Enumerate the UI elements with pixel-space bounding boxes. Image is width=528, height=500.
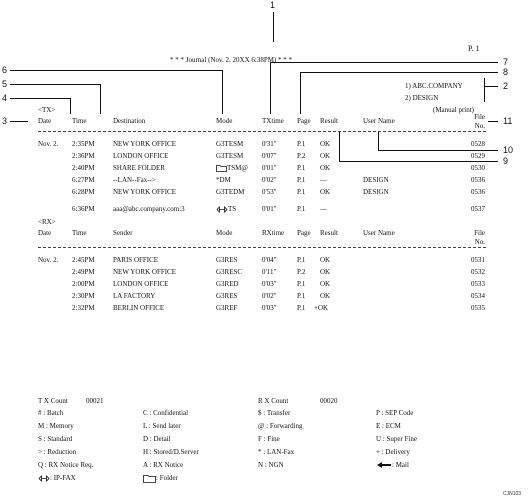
tx-row-time: 2:36PM [72, 152, 95, 160]
tx-row-time: 6:27PM [72, 176, 95, 184]
rx-row-page: P.1 [297, 304, 306, 312]
rx-row-file: 0534 [471, 292, 485, 300]
tx-header-mode: Mode [216, 117, 233, 125]
rx-row-rxtime: 0'11" [262, 268, 277, 276]
callout-10: 10 [503, 145, 514, 155]
ip-fax-icon [38, 475, 50, 482]
rx-row-rxtime: 0'04" [262, 256, 277, 264]
tx-row-file: 0530 [471, 164, 485, 172]
rx-row-time: 2:45PM [72, 256, 95, 264]
rx-row-page: P.1 [297, 256, 306, 264]
callout-3: 3 [2, 116, 8, 126]
callout-11-line [488, 121, 498, 122]
ip-fax-icon [216, 206, 228, 213]
rx-row-page: P.1 [297, 292, 306, 300]
callout-4-drop [70, 98, 71, 114]
rx-row-result: OK [320, 292, 331, 300]
tx-row-user: DESIGN [363, 176, 389, 184]
callout-2: 2 [503, 81, 509, 91]
rx-header-rxtime: RXtime [262, 229, 285, 237]
tx-row-page: P.1 [297, 164, 306, 172]
callout-10-drop [378, 131, 379, 150]
rx-row-file: 0535 [471, 304, 485, 312]
rx-header-mode: Mode [216, 229, 233, 237]
tx-row-mode-text: TS [228, 205, 237, 213]
tx-header-divider [38, 131, 486, 132]
rx-header-page: Page [297, 229, 311, 237]
callout-4: 4 [2, 93, 8, 103]
callout-5-line [10, 84, 100, 85]
rx-row-page: P.1 [297, 280, 306, 288]
legend-item: $ : Transfer [258, 409, 291, 417]
legend-item: F : Fine [258, 435, 280, 443]
rx-header-file: File [474, 229, 485, 237]
tx-row-time: 2:35PM [72, 140, 95, 148]
tx-header-destination: Destination [113, 117, 146, 125]
tx-row-destination: LONDON OFFICE [113, 152, 169, 160]
rx-row-result: OK [320, 280, 331, 288]
rx-row-sender: LONDON OFFICE [113, 280, 169, 288]
tx-row-txtime: 0'07" [262, 152, 277, 160]
rx-row-page: P.2 [297, 268, 306, 276]
tx-header-date: Date [38, 117, 52, 125]
tx-section-label: <TX> [38, 106, 56, 114]
tx-row-result: — [320, 205, 327, 213]
tx-row-destination: --LAN--Fax--> [113, 176, 156, 184]
tx-row-destination: SHARE FOLDER [113, 164, 165, 172]
rx-row-time: 2:49PM [72, 268, 95, 276]
legend-item: * : LAN-Fax [258, 448, 295, 456]
tx-row-result: OK [320, 164, 331, 172]
callout-8-line [300, 72, 498, 73]
legend-item: S : Standard [38, 435, 73, 443]
callout-7-drop [270, 62, 271, 114]
tx-row-mode: *DM [216, 176, 231, 184]
rx-row-time: 2:32PM [72, 304, 95, 312]
callout-6-drop [222, 70, 223, 114]
tx-row-txtime: 0'53" [262, 188, 277, 196]
tx-row-mode [216, 205, 236, 213]
tx-row-result: OK [320, 188, 331, 196]
rx-row-file: 0531 [471, 256, 485, 264]
tx-header-file-no: No. [474, 122, 485, 130]
callout-8-drop [300, 72, 301, 114]
rx-row-rxtime: 0'03" [262, 280, 277, 288]
callout-4-line [10, 98, 70, 99]
tx-row-time: 2:40PM [72, 164, 95, 172]
callout-1: 1 [270, 0, 276, 10]
rx-row-rxtime: 0'02" [262, 292, 277, 300]
callout-7: 7 [503, 57, 509, 67]
legend-item: @ : Forwarding [258, 422, 303, 430]
legend-item: L : Send later [143, 422, 181, 430]
rx-row-rxtime: 0'03" [262, 304, 277, 312]
legend-item: A : RX Notice [143, 461, 184, 469]
legend-item-ipfax [38, 474, 76, 482]
rx-row-result: OK [320, 268, 331, 276]
tx-row-result: OK [320, 152, 331, 160]
tx-row-page: P.1 [297, 140, 306, 148]
tx-count-label: T X Count [38, 397, 68, 405]
tx-header-user: User Name [363, 117, 395, 125]
legend-item: C : Confidential [143, 409, 189, 417]
tx-row-file: 0528 [471, 140, 485, 148]
rx-row-mode: G3REF [216, 304, 238, 312]
tx-row-txtime: 0'02" [262, 176, 277, 184]
rx-header-date: Date [38, 229, 52, 237]
callout-2-line [484, 86, 498, 87]
tx-count-value: 00021 [86, 397, 104, 405]
rx-count-label: R X Count [258, 397, 289, 405]
tx-row-page: P.2 [297, 152, 306, 160]
legend-item: U : Super Fine [376, 435, 418, 443]
tx-row-mode-text: TSM@ [227, 164, 248, 172]
callout-8: 8 [503, 67, 509, 77]
company-line-1: 1) ABC.COMPANY [405, 82, 463, 90]
callout-3-line [10, 121, 28, 122]
tx-row-mode: G3TEDM [216, 188, 245, 196]
callout-7-line [270, 62, 498, 63]
legend-item: E : ECM [376, 422, 401, 430]
page-number: P. 1 [468, 44, 480, 53]
tx-row-time: 6:36PM [72, 205, 95, 213]
callout-11: 11 [503, 116, 513, 126]
rx-row-file: 0533 [471, 280, 485, 288]
tx-row-result: — [320, 176, 327, 184]
tx-row-file: 0536 [471, 176, 485, 184]
tx-row-txtime: 0'31" [262, 140, 277, 148]
legend-item: M : Memory [38, 422, 74, 430]
tx-row-txtime: 0'01" [262, 164, 277, 172]
legend-item-folder [143, 474, 178, 483]
rx-row-mode: G3RES [216, 292, 238, 300]
tx-row-destination: NEW YORK OFFICE [113, 188, 177, 196]
tx-row-page: P.1 [297, 176, 306, 184]
tx-row-time: 6:28PM [72, 188, 95, 196]
legend-ipfax-text: : IP-FAX [50, 474, 76, 482]
rx-row-file: 0532 [471, 268, 485, 276]
legend-item: H : Stored/D.Server [143, 448, 199, 456]
callout-9-drop [339, 131, 340, 161]
rx-header-time: Time [72, 229, 87, 237]
rx-header-sender: Sender [113, 229, 133, 237]
rx-row-mode: G3RED [216, 280, 239, 288]
rx-header-result: Result [320, 229, 338, 237]
tx-row-mode: G3TESM [216, 140, 244, 148]
callout-6-line [10, 70, 222, 71]
tx-header-page: Page [297, 117, 311, 125]
legend-mail-text: : Mail [392, 461, 409, 469]
tx-row-date: Nov. 2. [38, 140, 59, 148]
rx-count-value: 00020 [320, 397, 338, 405]
legend-folder-text: : Folder [156, 474, 178, 483]
tx-header-file: File [474, 113, 485, 121]
rx-row-mode: G3RES [216, 256, 238, 264]
tx-row-mode: G3TESM [216, 152, 244, 160]
legend-item: # : Batch [38, 409, 64, 417]
rx-row-sender: LA FACTORY [113, 292, 156, 300]
folder-icon [216, 164, 227, 172]
callout-10-line [378, 150, 498, 151]
legend-item: N : NGN [258, 461, 284, 469]
rx-row-time: 2:30PM [72, 292, 95, 300]
legend-item: P : SEP Code [376, 409, 414, 417]
journal-title: * * * Journal (Nov. 2. 20XX 6:38PM) * * * [170, 56, 293, 64]
tx-row-destination: aaa@abc.company.com:3 [113, 205, 185, 213]
callout-5-drop [100, 84, 101, 114]
rx-row-date: Nov. 2. [38, 256, 59, 264]
legend-item: Q : RX Notice Req. [38, 461, 94, 469]
rx-row-sender: PARIS OFFICE [113, 256, 159, 264]
callout-2-bracket [484, 78, 485, 102]
rx-header-divider [38, 247, 486, 248]
legend-item: + : Delivery [376, 448, 410, 456]
legend-item: > : Reduction [38, 448, 77, 456]
rx-row-mode: G3RESC [216, 268, 243, 276]
figure-code: CJN103 [503, 491, 522, 497]
rx-header-user: User Name [363, 229, 395, 237]
tx-row-page: P.1 [297, 205, 306, 213]
mail-icon [376, 461, 392, 469]
tx-row-mode [216, 164, 248, 172]
tx-header-txtime: TXtime [262, 117, 284, 125]
company-line-2: 2) DESIGN [405, 94, 439, 102]
callout-1-line [273, 12, 274, 42]
rx-header-file-no: No. [474, 238, 485, 246]
callout-9: 9 [503, 156, 509, 166]
legend-item-mail [376, 461, 409, 469]
tx-header-time: Time [72, 117, 87, 125]
tx-row-txtime: 0'01" [262, 205, 277, 213]
rx-row-sender: NEW YORK OFFICE [113, 268, 177, 276]
tx-row-result: OK [320, 140, 331, 148]
callout-9-line [339, 161, 498, 162]
legend-item: D : Detail [143, 435, 171, 443]
folder-icon [143, 474, 156, 483]
tx-row-file: 0529 [471, 152, 485, 160]
tx-row-file: 0536 [471, 188, 485, 196]
manual-print: (Manual print) [433, 106, 475, 114]
rx-row-sender: BERLIN OFFICE [113, 304, 165, 312]
tx-row-file: 0537 [471, 205, 485, 213]
rx-section-label: <RX> [38, 218, 56, 226]
tx-row-page: P.1 [297, 188, 306, 196]
tx-header-result: Result [320, 117, 338, 125]
rx-row-time: 2:00PM [72, 280, 95, 288]
rx-row-result: +OK [314, 304, 329, 312]
tx-row-user: DESIGN [363, 188, 389, 196]
callout-5: 5 [2, 79, 8, 89]
tx-row-destination: NEW YORK OFFICE [113, 140, 177, 148]
rx-row-result: OK [320, 256, 331, 264]
callout-6: 6 [2, 65, 8, 75]
